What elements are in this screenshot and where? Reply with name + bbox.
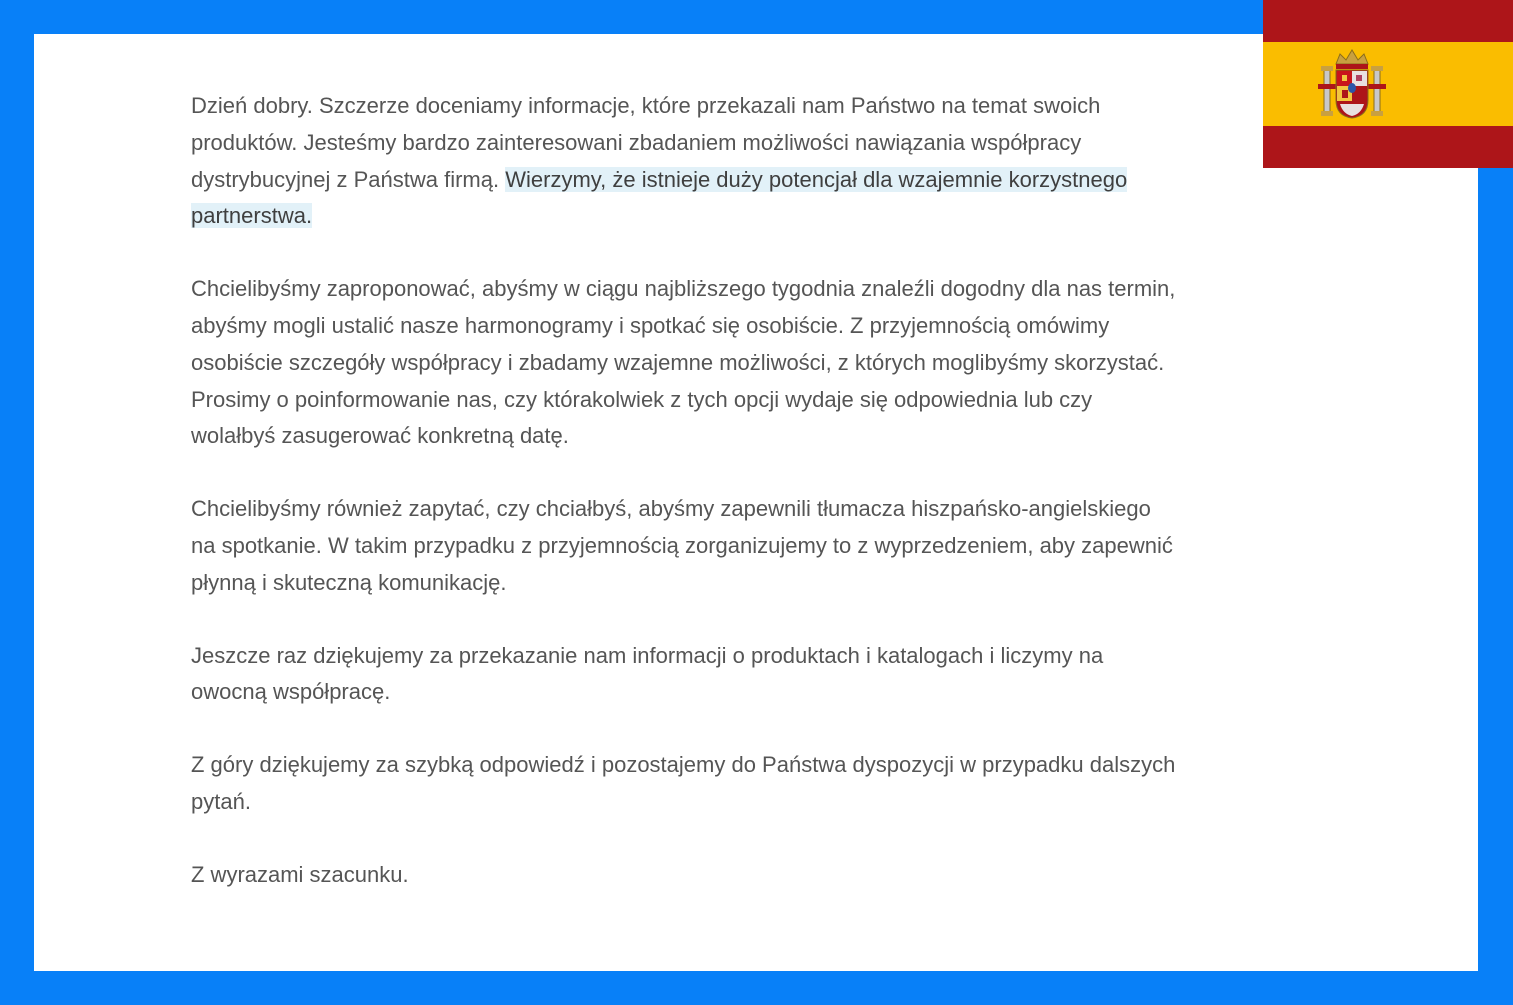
email-paragraph-2: Chcielibyśmy zaproponować, abyśmy w ciągu najbliższego tygodnia znaleźli dogodny dla nas termin, abyśmy mogli ustalić nasze harmonogramy i spotkać się osobiście. Z przyjemnością omówimy osobiście szczegóły współpracy i zbadamy wzajemne możliwości, z których moglibyśmy skorzystać. Prosimy o poinformowanie nas, czy którakolwiek z tych opcji wydaje się odpowiednia lub czy wolałbyś zasugerować konkretną datę. <box>191 276 1176 449</box>
email-paragraph-3: Chcielibyśmy również zapytać, czy chciałbyś, abyśmy zapewnili tłumacza hiszpańsko-angielskiego na spotkanie. W takim przypadku z przyjemnością zorganizujemy to z wyprzedzeniem, aby zapewnić płynną i skuteczną komunikację. <box>191 496 1173 595</box>
paragraph-1-text: Dzień dobry. Szczerze doceniamy informacje, które przekazali nam Państwo na temat swoich produktów. Jesteśmy bardzo zainteresowani zbadaniem możliwości nawiązania współpracy dystrybucyjnej z Państwa firmą. <box>191 93 1101 192</box>
message-panel <box>34 34 1478 971</box>
email-paragraph-4: Jeszcze raz dziękujemy za przekazanie nam informacji o produktach i katalogach i liczymy na owocną współpracę. <box>191 642 1104 705</box>
email-paragraph-5: Z góry dziękujemy za szybką odpowiedź i pozostajemy do Państwa dyspozycji w przypadku dalszych pytań. <box>191 752 1176 814</box>
email-paragraph-1 <box>191 88 1181 235</box>
spain-flag-icon <box>1263 0 1513 168</box>
highlighted-sentence[interactable]: Wierzymy, że istnieje duży potencjał dla wzajemnie korzystnego partnerstwa. <box>191 166 1128 229</box>
email-body <box>191 88 1181 930</box>
email-closing: Z wyrazami szacunku. <box>191 861 409 887</box>
